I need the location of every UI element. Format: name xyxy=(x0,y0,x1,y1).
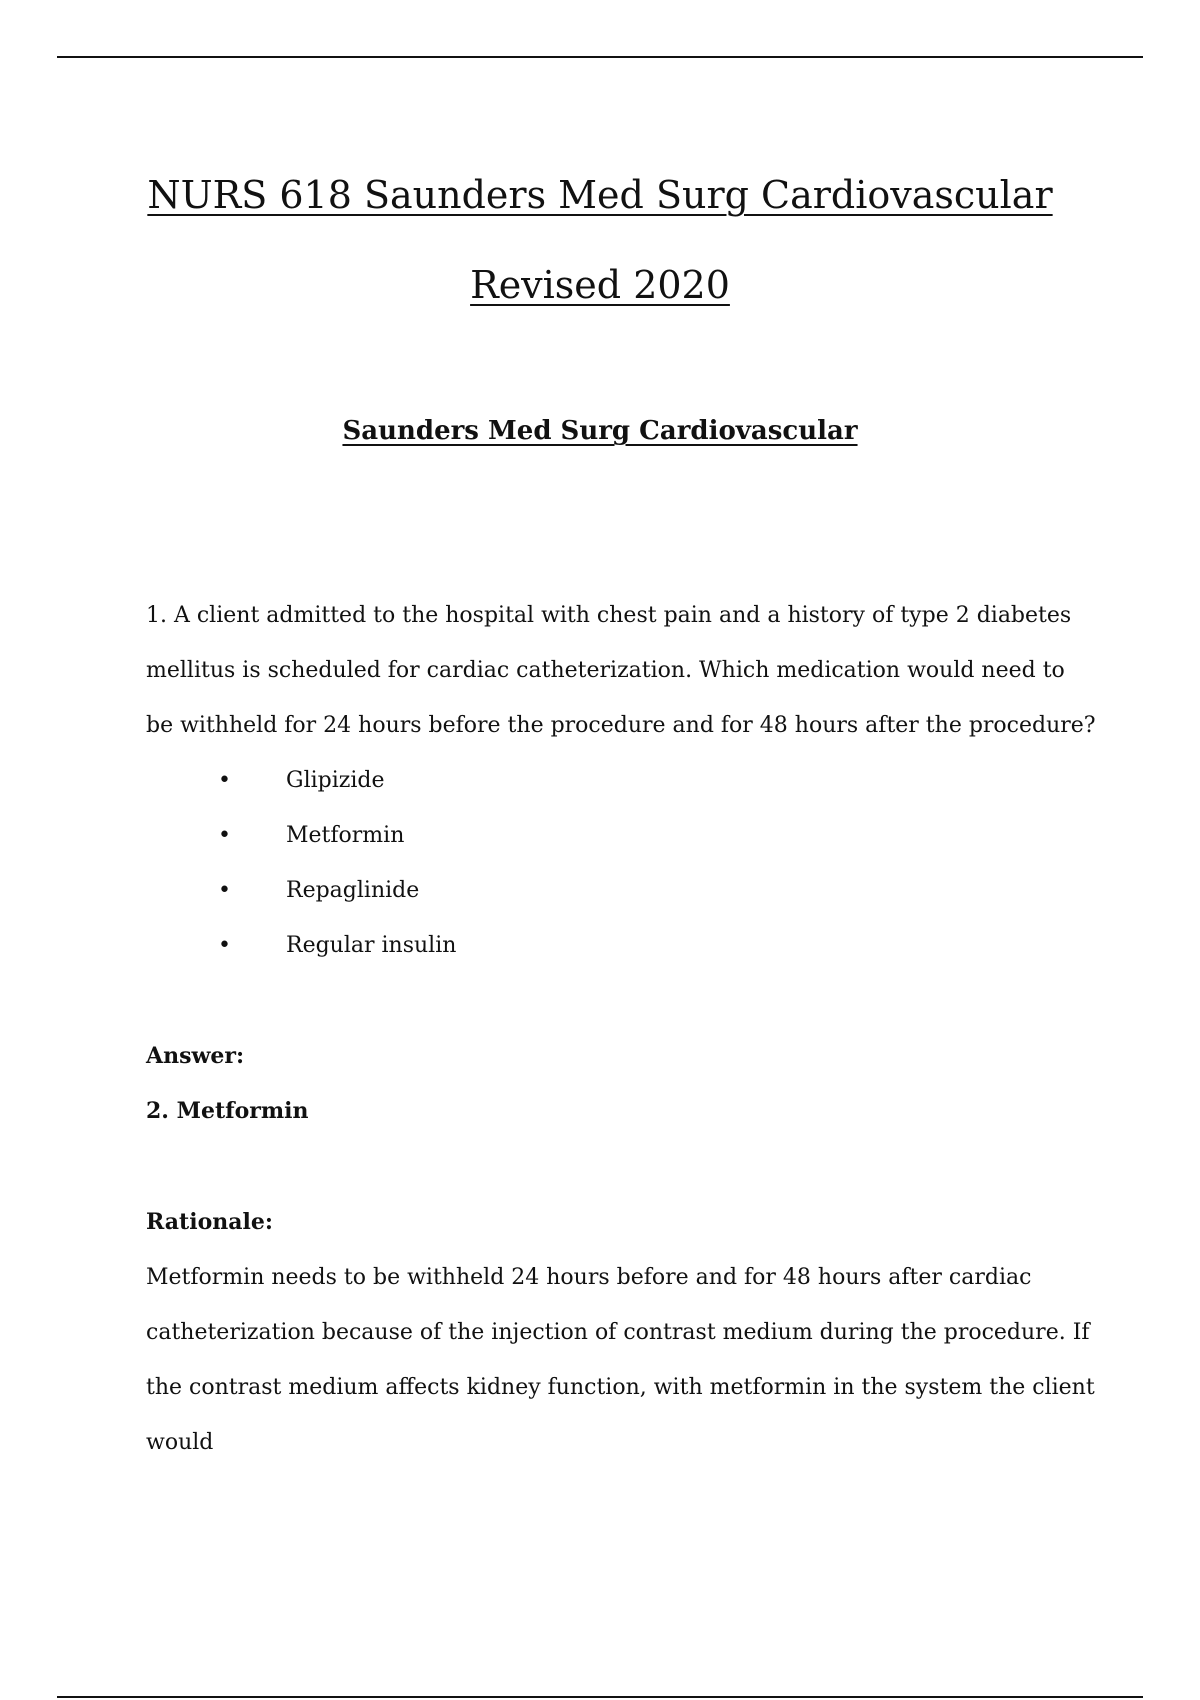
question-content xyxy=(146,588,1096,1470)
bullet-icon: • xyxy=(218,768,231,793)
top-rule xyxy=(57,56,1143,58)
option-label: Regular insulin xyxy=(286,933,457,958)
answer-options-list xyxy=(146,753,1096,973)
option-label: Glipizide xyxy=(286,768,385,793)
rationale-text: Metformin needs to be withheld 24 hours before and for 48 hours after cardiac catheterization because of the injection of contrast medium during the procedure. If the contrast medium affects kidney function, with metformin in the system the client would xyxy=(146,1265,1095,1455)
bullet-icon: • xyxy=(218,878,231,903)
document-title-line-1: NURS 618 Saunders Med Surg Cardiovascular xyxy=(147,173,1053,217)
question-text: 1. A client admitted to the hospital with chest pain and a history of type 2 diabetes mellitus is scheduled for cardiac catheterization. Which medication would need to be withheld for 24 hours before the procedure and for 48 hours after the procedure? xyxy=(146,603,1096,738)
answer-block xyxy=(146,1029,1096,1139)
rationale-block xyxy=(146,1195,1096,1470)
list-item xyxy=(146,863,1096,918)
title-block xyxy=(0,150,1200,330)
option-label: Metformin xyxy=(286,823,405,848)
list-item xyxy=(146,918,1096,973)
answer-label: Answer: xyxy=(146,1043,245,1069)
bullet-icon: • xyxy=(218,933,231,958)
option-label: Repaglinide xyxy=(286,878,420,903)
bottom-rule xyxy=(57,1696,1143,1698)
answer-value: 2. Metformin xyxy=(146,1098,309,1124)
document-title-line-2: Revised 2020 xyxy=(470,263,730,307)
section-heading: Saunders Med Surg Cardiovascular xyxy=(342,416,858,446)
rationale-label: Rationale: xyxy=(146,1209,273,1235)
list-item xyxy=(146,753,1096,808)
bullet-icon: • xyxy=(218,823,231,848)
list-item xyxy=(146,808,1096,863)
